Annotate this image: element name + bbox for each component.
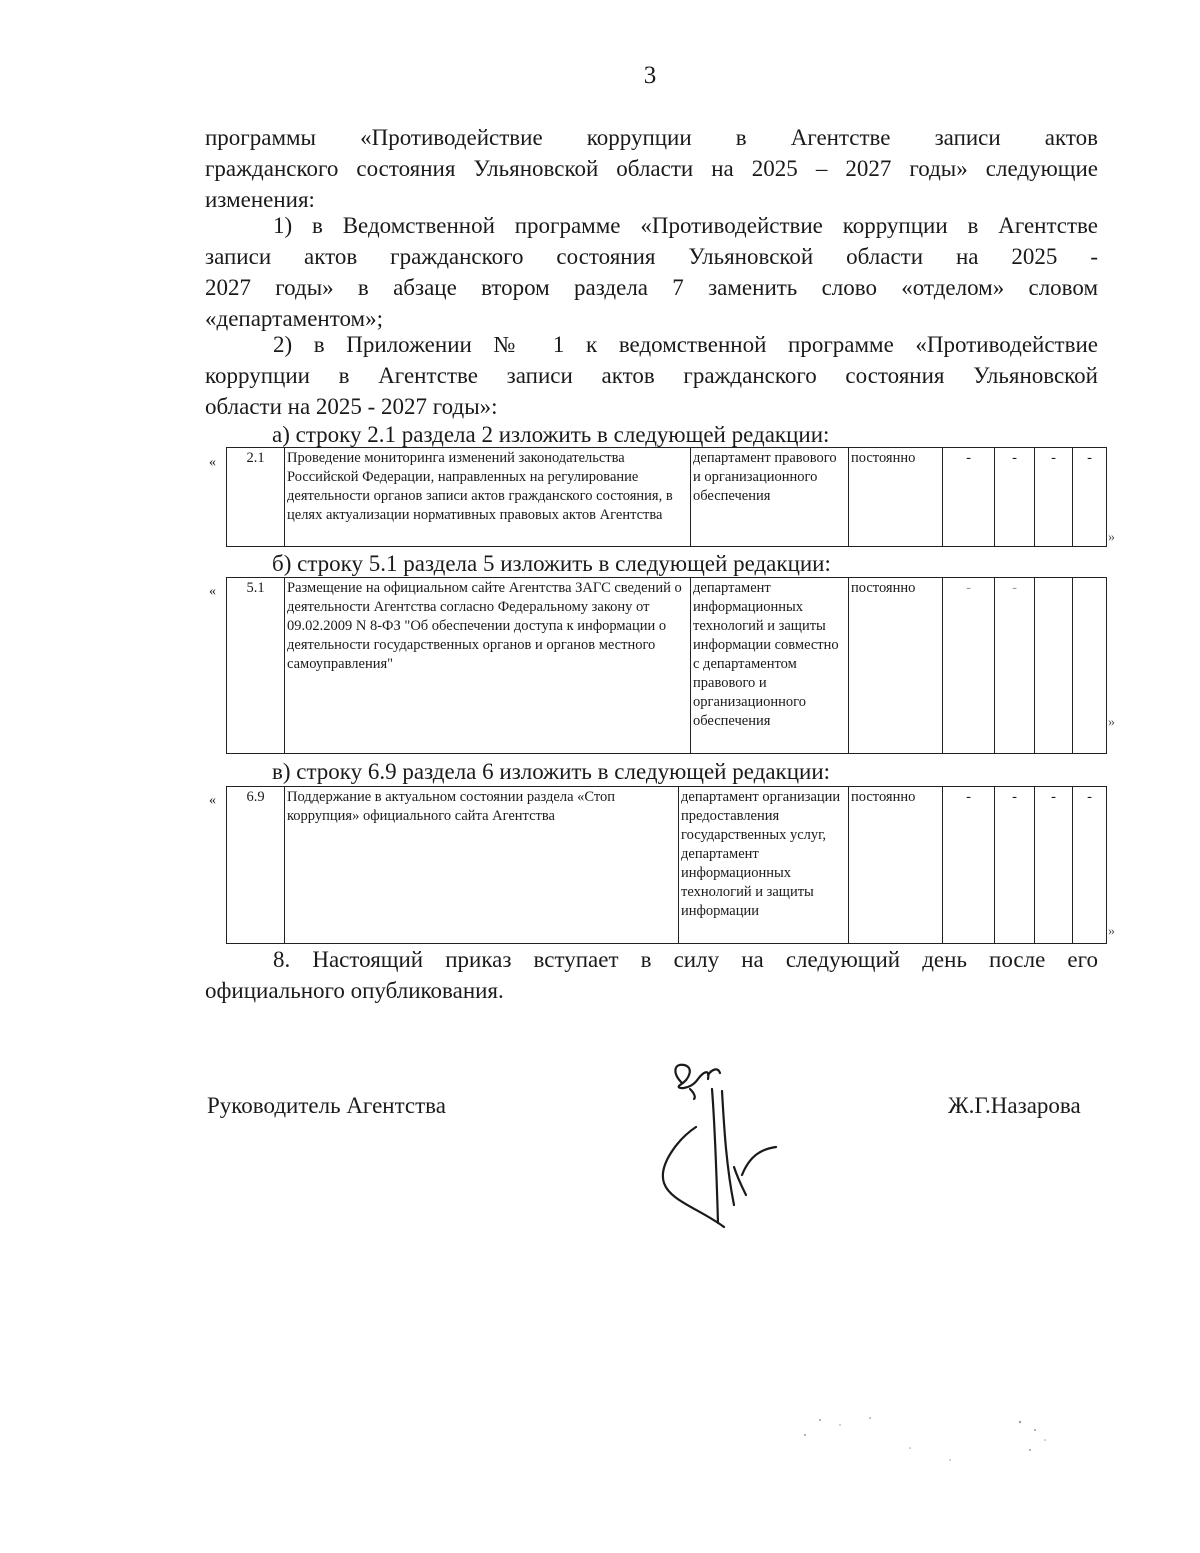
intro-line-3: изменения: [205, 187, 315, 212]
item-2-line-3: области на 2025 - 2027 годы»: [205, 394, 498, 419]
row-term: постоянно [849, 448, 943, 547]
open-quote-c: « [209, 793, 216, 808]
row-value-2: - [995, 787, 1035, 944]
intro-word: коррупции [586, 125, 692, 150]
row-value-2: - [995, 448, 1035, 547]
table-row-6-9 [226, 786, 1107, 944]
close-quote-a: » [1108, 530, 1115, 545]
close-quote-c: » [1108, 924, 1115, 939]
open-quote-a: « [209, 455, 216, 470]
row-value-3: - [1035, 448, 1073, 547]
intro-line-2: гражданского состояния Ульяновской области на 2025 – 2027 годы» следующие [205, 156, 1098, 181]
item-1-paragraph [205, 210, 1098, 334]
item-2-paragraph [205, 329, 1098, 422]
row-value-4 [1073, 578, 1107, 754]
page-number: 3 [643, 62, 657, 89]
intro-word: Агентстве [790, 125, 891, 150]
row-value-3 [1035, 578, 1073, 754]
row-value-1: - [943, 787, 995, 944]
row-value-3: - [1035, 787, 1073, 944]
row-value-1: - [943, 578, 995, 754]
intro-line-1 [205, 122, 1098, 153]
row-value-1: - [943, 448, 995, 547]
item-2-line-1: 2) в Приложении № 1 к ведомственной программе «Противодействие [273, 332, 1098, 357]
intro-paragraph [205, 122, 1098, 215]
close-quote-b: » [1108, 715, 1115, 730]
table-row [227, 448, 1107, 547]
item-1-line-4: «департаментом»; [205, 306, 383, 331]
row-number: 2.1 [227, 448, 285, 547]
subheading-b: б) строку 5.1 раздела 5 изложить в следующей редакции: [272, 551, 831, 576]
table-row [227, 787, 1107, 944]
row-value-2: - [995, 578, 1035, 754]
open-quote-b: « [209, 584, 216, 599]
row-term: постоянно [849, 787, 943, 944]
signatory-name: Ж.Г.Назарова [948, 1093, 1081, 1118]
intro-word: в [735, 125, 747, 150]
item-8-line-1: 8. Настоящий приказ вступает в силу на следующий день после его [273, 947, 1098, 972]
intro-word: актов [1044, 125, 1098, 150]
row-responsible: департамент организации предоставления государственных услуг, департамент информационных технологий и защиты информации [679, 787, 849, 944]
item-1-line-3: 2027 годы» в абзаце втором раздела 7 заменить слово «отделом» словом [205, 275, 1098, 300]
row-responsible: департамент правового и организационного обеспечения [691, 448, 849, 547]
handwritten-signature [650, 1055, 800, 1230]
intro-word: записи [934, 125, 1001, 150]
intro-word: программы [205, 125, 317, 150]
row-description: Размещение на официальном сайте Агентства ЗАГС сведений о деятельности Агентства согласно Федеральному закону от 09.02.2009 N 8-ФЗ "Об обеспечении доступа к информации о деятельности государственных органов и органов местного самоуправления" [285, 578, 691, 754]
row-number: 5.1 [227, 578, 285, 754]
table-row-2-1 [226, 447, 1107, 547]
subheading-a: а) строку 2.1 раздела 2 изложить в следующей редакции: [272, 422, 830, 447]
signatory-position: Руководитель Агентства [207, 1093, 446, 1118]
row-responsible: департамент информационных технологий и защиты информации совместно с департаментом правового и организационного обеспечения [691, 578, 849, 754]
item-2-line-2: коррупции в Агентстве записи актов гражданского состояния Ульяновской [205, 363, 1098, 388]
item-8-line-2: официального опубликования. [205, 978, 504, 1003]
intro-word: «Противодействие [360, 125, 543, 150]
table-row-5-1 [226, 577, 1107, 754]
row-number: 6.9 [227, 787, 285, 944]
subheading-c: в) строку 6.9 раздела 6 изложить в следующей редакции: [272, 759, 831, 784]
scan-noise [800, 1400, 1100, 1550]
row-description: Поддержание в актуальном состоянии раздела «Стоп коррупция» официального сайта Агентства [285, 787, 679, 944]
item-1-line-1: 1) в Ведомственной программе «Противодействие коррупции в Агентстве [273, 213, 1098, 238]
table-row [227, 578, 1107, 754]
item-8-paragraph [205, 944, 1098, 1006]
item-1-line-2: записи актов гражданского состояния Ульяновской области на 2025 - [205, 244, 1098, 269]
row-term: постоянно [849, 578, 943, 754]
row-value-4: - [1073, 448, 1107, 547]
row-description: Проведение мониторинга изменений законодательства Российской Федерации, направленных на регулирование деятельности органов записи актов гражданского состояния, в целях актуализации нормативных правовых актов Агентства [285, 448, 691, 547]
row-value-4: - [1073, 787, 1107, 944]
